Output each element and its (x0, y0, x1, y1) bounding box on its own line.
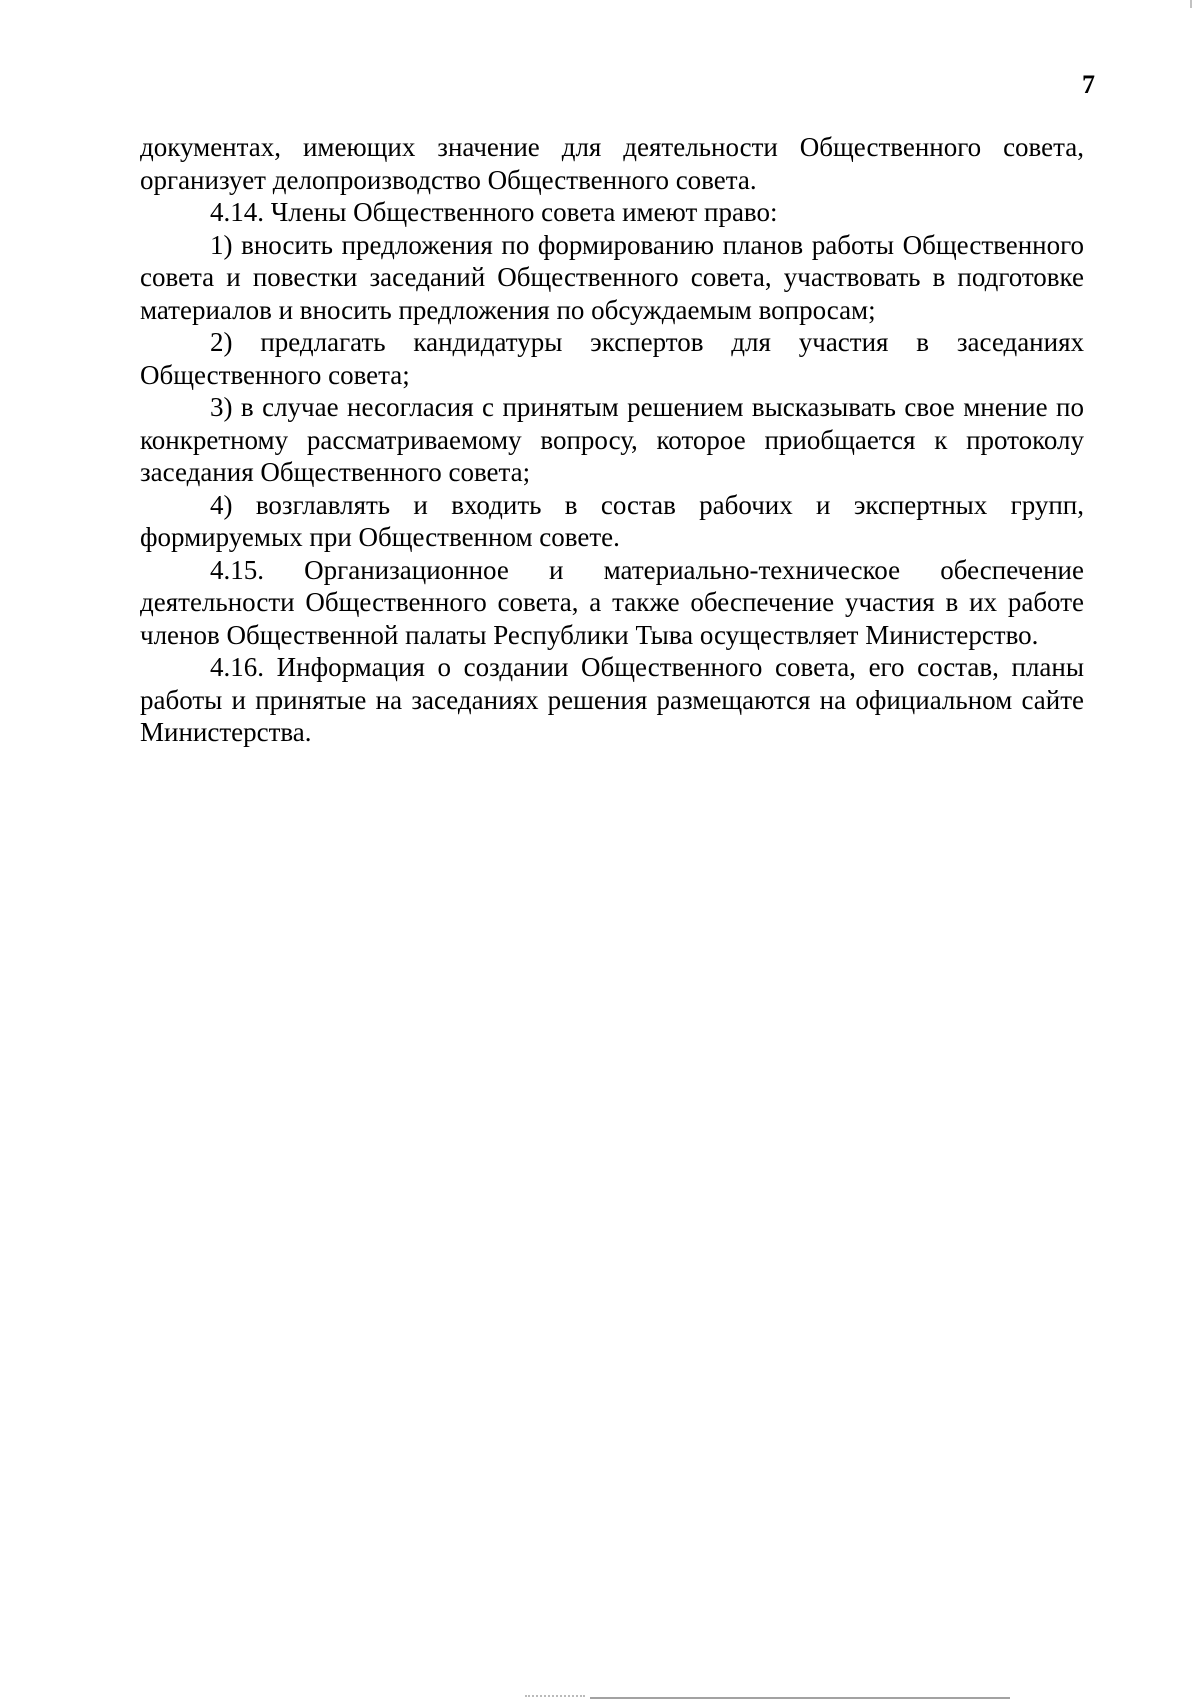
list-item-2: 2) предлагать кандидатуры экспертов для участия в заседаниях Общественного совета; (140, 327, 1084, 390)
scan-corner-mark (1190, 0, 1192, 8)
paragraph-4-16: 4.16. Информация о создании Общественного совета, его состав, планы работы и принятые на заседаниях решения размещаются на официальном сайте Министерства. (140, 652, 1084, 747)
list-item-1: 1) вносить предложения по формированию планов работы Общественного совета и повестки заседаний Общественного совета, участвовать в подготовке материалов и вносить предложения по обсуждаемым вопросам; (140, 229, 1084, 325)
list-item-4: 4) возглавлять и входить в состав рабочих и экспертных групп, формируемых при Общественном совете. (140, 489, 1084, 552)
paragraph-4-15: 4.15. Организационное и материально-техническое обеспечение деятельности Общественного совета, а также обеспечение участия в их работе членов Общественной палаты Республики Тыва осуществляет Министерство. (140, 554, 1084, 650)
page-number: 7 (1082, 70, 1095, 99)
document-body (140, 131, 1084, 749)
paragraph-continuation: документах, имеющих значение для деятельности Общественного совета, организует делопроизводство Общественного совета. (140, 132, 1084, 195)
scan-bottom-dots (525, 1695, 585, 1700)
paragraph-4-14: 4.14. Члены Общественного совета имеют право: (210, 197, 778, 227)
scan-bottom-line (590, 1697, 1010, 1699)
list-item-3: 3) в случае несогласия с принятым решением высказывать свое мнение по конкретному рассматриваемому вопросу, которое приобщается к протоколу заседания Общественного совета; (140, 392, 1084, 487)
